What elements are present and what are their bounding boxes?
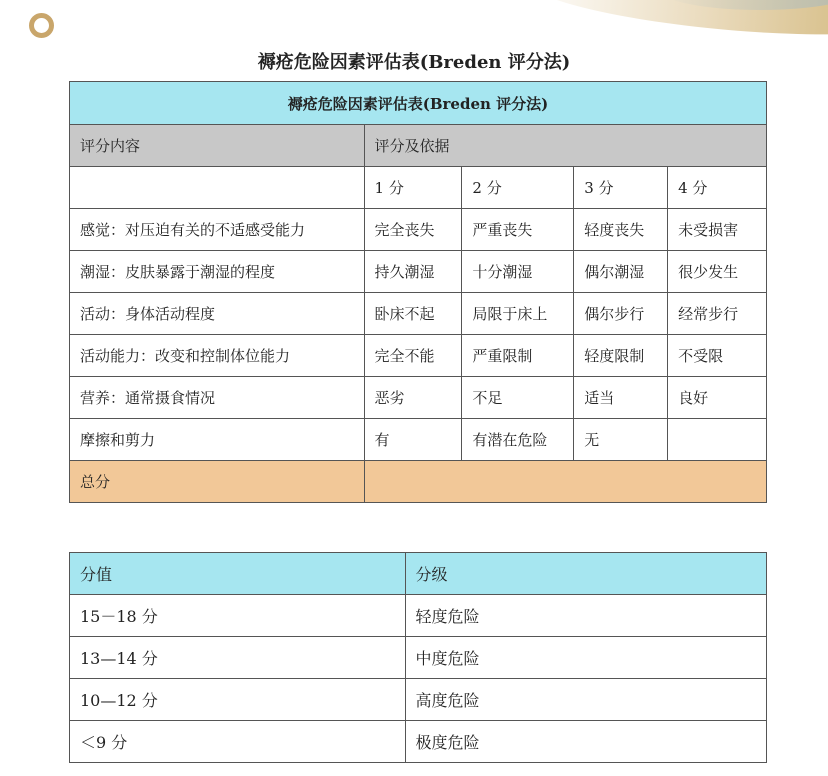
value-cell: ＜9 分 — [70, 721, 406, 763]
total-label: 总分 — [70, 461, 365, 503]
item-cell: 活动：身体活动程度 — [70, 293, 365, 335]
score-cell: 严重丧失 — [462, 209, 574, 251]
level-header: 1 分 — [364, 167, 462, 209]
item-cell: 潮湿：皮肤暴露于潮湿的程度 — [70, 251, 365, 293]
score-cell: 有潜在危险 — [462, 419, 574, 461]
score-cell: 完全丧失 — [364, 209, 462, 251]
score-cell — [668, 419, 767, 461]
grade-cell: 高度危险 — [405, 679, 766, 721]
score-cell: 完全不能 — [364, 335, 462, 377]
score-cell: 持久潮湿 — [364, 251, 462, 293]
column-header-value: 分值 — [70, 553, 406, 595]
table-row — [70, 251, 767, 293]
table-row — [70, 335, 767, 377]
ring-logo-icon — [29, 13, 54, 38]
total-row — [70, 461, 767, 503]
score-cell: 有 — [364, 419, 462, 461]
score-cell: 偶尔潮湿 — [574, 251, 668, 293]
level-header: 2 分 — [462, 167, 574, 209]
score-cell: 经常步行 — [668, 293, 767, 335]
score-cell: 不足 — [462, 377, 574, 419]
column-header-score: 评分及依据 — [364, 125, 766, 167]
score-cell: 适当 — [574, 377, 668, 419]
grade-cell: 中度危险 — [405, 637, 766, 679]
level-header: 4 分 — [668, 167, 767, 209]
item-cell: 感觉：对压迫有关的不适感受能力 — [70, 209, 365, 251]
score-cell: 轻度丧失 — [574, 209, 668, 251]
item-cell: 摩擦和剪力 — [70, 419, 365, 461]
score-cell: 恶劣 — [364, 377, 462, 419]
empty-cell — [70, 167, 365, 209]
level-header: 3 分 — [574, 167, 668, 209]
score-cell: 无 — [574, 419, 668, 461]
page-title: 褥疮危险因素评估表(Breden 评分法) — [257, 52, 571, 73]
value-cell: 13—14 分 — [70, 637, 406, 679]
value-cell: 15－18 分 — [70, 595, 406, 637]
score-cell: 严重限制 — [462, 335, 574, 377]
table-row — [70, 293, 767, 335]
value-cell: 10—12 分 — [70, 679, 406, 721]
table-row — [70, 209, 767, 251]
score-cell: 不受限 — [668, 335, 767, 377]
grade-cell: 轻度危险 — [405, 595, 766, 637]
score-cell: 未受损害 — [668, 209, 767, 251]
table-row — [70, 637, 767, 679]
score-cell: 良好 — [668, 377, 767, 419]
column-header-content: 评分内容 — [70, 125, 365, 167]
total-value — [364, 461, 766, 503]
grade-cell: 极度危险 — [405, 721, 766, 763]
risk-grade-table — [69, 552, 767, 763]
table-row — [70, 721, 767, 763]
table-row — [70, 377, 767, 419]
column-header-grade: 分级 — [405, 553, 766, 595]
braden-scale-table — [69, 81, 767, 503]
score-cell: 偶尔步行 — [574, 293, 668, 335]
table-caption: 褥疮危险因素评估表(Breden 评分法) — [70, 82, 767, 125]
score-cell: 轻度限制 — [574, 335, 668, 377]
item-cell: 营养：通常摄食情况 — [70, 377, 365, 419]
score-cell: 卧床不起 — [364, 293, 462, 335]
item-cell: 活动能力：改变和控制体位能力 — [70, 335, 365, 377]
table-row — [70, 679, 767, 721]
score-cell: 十分潮湿 — [462, 251, 574, 293]
table-row — [70, 419, 767, 461]
table-row — [70, 595, 767, 637]
score-cell: 很少发生 — [668, 251, 767, 293]
score-cell: 局限于床上 — [462, 293, 574, 335]
